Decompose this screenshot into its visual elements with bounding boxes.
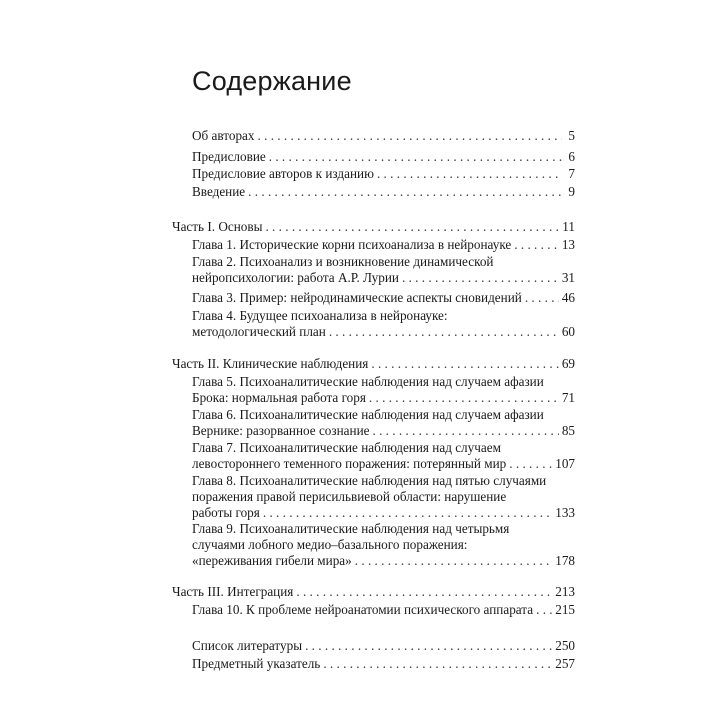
toc-entry-text: Об авторах <box>192 128 255 143</box>
toc-entry-text: Глава 10. К проблеме нейроанатомии психического аппарата <box>192 602 534 617</box>
leader-dots <box>265 219 559 235</box>
toc-page-number: 213 <box>555 584 575 599</box>
leader-dots <box>323 656 552 672</box>
leader-dots <box>258 128 562 144</box>
toc-page-number: 107 <box>555 456 575 471</box>
toc-entry-text: Часть III. Интеграция <box>172 584 294 599</box>
toc-entry-part-1[interactable] <box>172 219 575 235</box>
leader-dots <box>369 390 559 406</box>
toc-page-number: 7 <box>568 166 575 181</box>
leader-dots <box>296 584 552 600</box>
toc-entry-text: Введение <box>192 184 246 199</box>
leader-dots <box>509 456 552 472</box>
leader-dots <box>536 602 552 618</box>
toc-entry-chapter-9[interactable] <box>192 521 575 569</box>
toc-page-number: 250 <box>555 638 575 653</box>
leader-dots <box>402 270 559 286</box>
leader-dots <box>248 184 562 200</box>
toc-page-number: 215 <box>555 602 575 617</box>
toc-entry-text: Список литературы <box>192 638 303 653</box>
toc-entry-text-line: Глава 9. Психоаналитические наблюдения над четырьмя <box>192 521 510 536</box>
leader-dots <box>305 638 552 654</box>
toc-page-number: 6 <box>568 149 575 164</box>
toc-entry-foreword[interactable] <box>192 149 575 165</box>
toc-entry-text: работы горя <box>192 505 260 520</box>
leader-dots <box>263 505 552 521</box>
toc-entry-text: Предметный указатель <box>192 656 321 671</box>
toc-page-number: 60 <box>561 324 575 339</box>
toc-entry-about-authors[interactable] <box>192 128 575 144</box>
toc-entry-text-line: Глава 5. Психоаналитические наблюдения над случаем афазии <box>192 374 544 389</box>
toc-entry-part-2[interactable] <box>172 356 575 372</box>
leader-dots <box>377 166 562 182</box>
toc-entry-text: «переживания гибели мира» <box>192 553 352 568</box>
toc-entry-text: Предисловие авторов к изданию <box>192 166 374 181</box>
toc-entry-text: Вернике: разорванное сознание <box>192 423 370 438</box>
toc-entry-text: Часть I. Основы <box>172 219 263 234</box>
toc-page-number: 46 <box>561 290 575 305</box>
toc-entry-chapter-2[interactable] <box>192 254 575 286</box>
toc-page-number: 257 <box>555 656 575 671</box>
toc-entry-part-3[interactable] <box>172 584 575 600</box>
leader-dots <box>371 356 558 372</box>
toc-entry-text-line: поражения правой перисильвиевой области: нарушение <box>192 489 507 504</box>
toc-entry-text: Часть II. Клинические наблюдения <box>172 356 369 371</box>
toc-entry-text-line: Глава 4. Будущее психоанализа в нейронауке: <box>192 308 448 323</box>
toc-entry-chapter-8[interactable] <box>192 473 575 521</box>
toc-entry-introduction[interactable] <box>192 184 575 200</box>
toc-entry-text: Глава 3. Пример: нейродинамические аспекты сновидений <box>192 290 522 305</box>
toc-page-number: 31 <box>561 270 575 285</box>
toc-entry-text: нейропсихологии: работа А.Р. Лурии <box>192 270 399 285</box>
toc-page-number: 71 <box>561 390 575 405</box>
toc-entry-text: Предисловие <box>192 149 266 164</box>
toc-entry-chapter-1[interactable] <box>192 237 575 253</box>
toc-entry-subject-index[interactable] <box>192 656 575 672</box>
leader-dots <box>329 324 559 340</box>
toc-page-number: 13 <box>561 237 575 252</box>
toc-entry-chapter-4[interactable] <box>192 308 575 340</box>
leader-dots <box>514 237 559 253</box>
toc-entry-chapter-5[interactable] <box>192 374 575 406</box>
leader-dots <box>372 423 558 439</box>
leader-dots <box>525 290 559 306</box>
toc-entry-references[interactable] <box>192 638 575 654</box>
toc-page-number: 85 <box>561 423 575 438</box>
toc-page-number: 133 <box>555 505 575 520</box>
toc-entry-text: Брока: нормальная работа горя <box>192 390 366 405</box>
leader-dots <box>355 553 552 569</box>
toc-page-number: 5 <box>568 128 575 143</box>
toc-entry-text: Глава 1. Исторические корни психоанализа в нейронауке <box>192 237 512 252</box>
toc-page-number: 69 <box>561 356 575 371</box>
leader-dots <box>269 149 562 165</box>
toc-page-number: 9 <box>568 184 575 199</box>
toc-entry-text-line: Глава 6. Психоаналитические наблюдения над случаем афазии <box>192 407 544 422</box>
toc-entry-text: методологический план <box>192 324 326 339</box>
toc-entry-chapter-7[interactable] <box>192 440 575 472</box>
toc-entry-text: левостороннего теменного поражения: потерянный мир <box>192 456 507 471</box>
toc-page-number: 11 <box>562 219 575 234</box>
toc-entry-text-line: Глава 2. Психоанализ и возникновение динамической <box>192 254 494 269</box>
toc-entry-text-line: случаями лобного медио–базального поражения: <box>192 537 468 552</box>
toc-entry-text-line: Глава 7. Психоаналитические наблюдения над случаем <box>192 440 501 455</box>
toc-page-number: 178 <box>555 553 575 568</box>
toc-entry-text-line: Глава 8. Психоаналитические наблюдения над пятью случаями <box>192 473 547 488</box>
toc-entry-authors-foreword[interactable] <box>192 166 575 182</box>
toc-entry-chapter-3[interactable] <box>192 290 575 306</box>
page-title: Содержание <box>192 66 352 96</box>
toc-entry-chapter-6[interactable] <box>192 407 575 439</box>
toc-entry-chapter-10[interactable] <box>192 602 575 618</box>
